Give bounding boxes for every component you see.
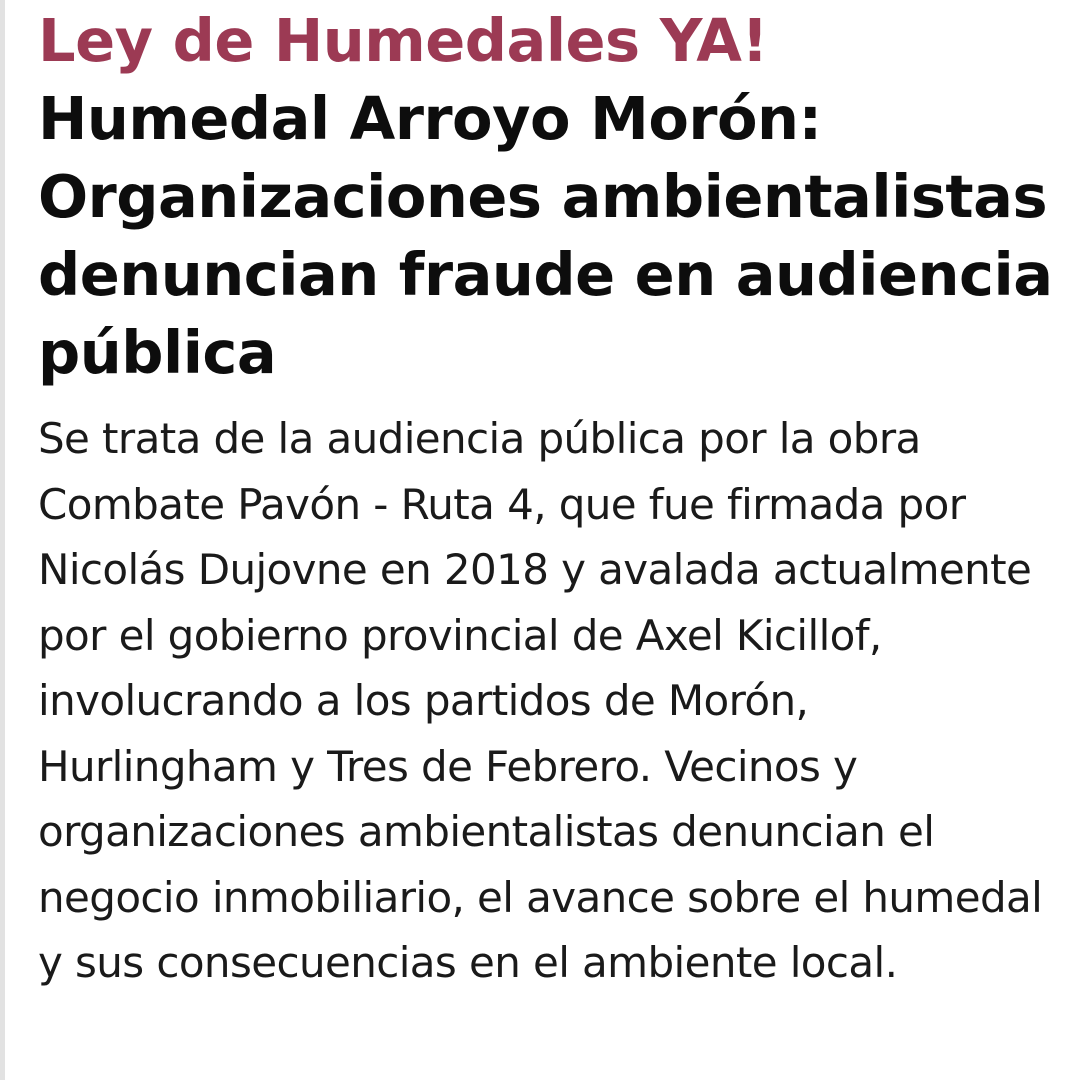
left-divider <box>0 0 5 1080</box>
article-title: Humedal Arroyo Morón: Organizaciones ambientalistas denuncian fraude en audiencia pública <box>38 84 1053 387</box>
kicker-label: Ley de Humedales YA! <box>38 6 768 75</box>
article <box>38 0 1058 996</box>
headline <box>38 0 1058 392</box>
article-summary: Se trata de la audiencia pública por la obra Combate Pavón - Ruta 4, que fue firmada por Nicolás Dujovne en 2018 y avalada actualmente por el gobierno provincial de Axel Kicillof, involucrando a los partidos de Morón, Hurlingham y Tres de Febrero. Vecinos y organizaciones ambientalistas denuncian el negocio inmobiliario, el avance sobre el humedal y sus consecuencias en el ambiente local. <box>38 414 1043 987</box>
